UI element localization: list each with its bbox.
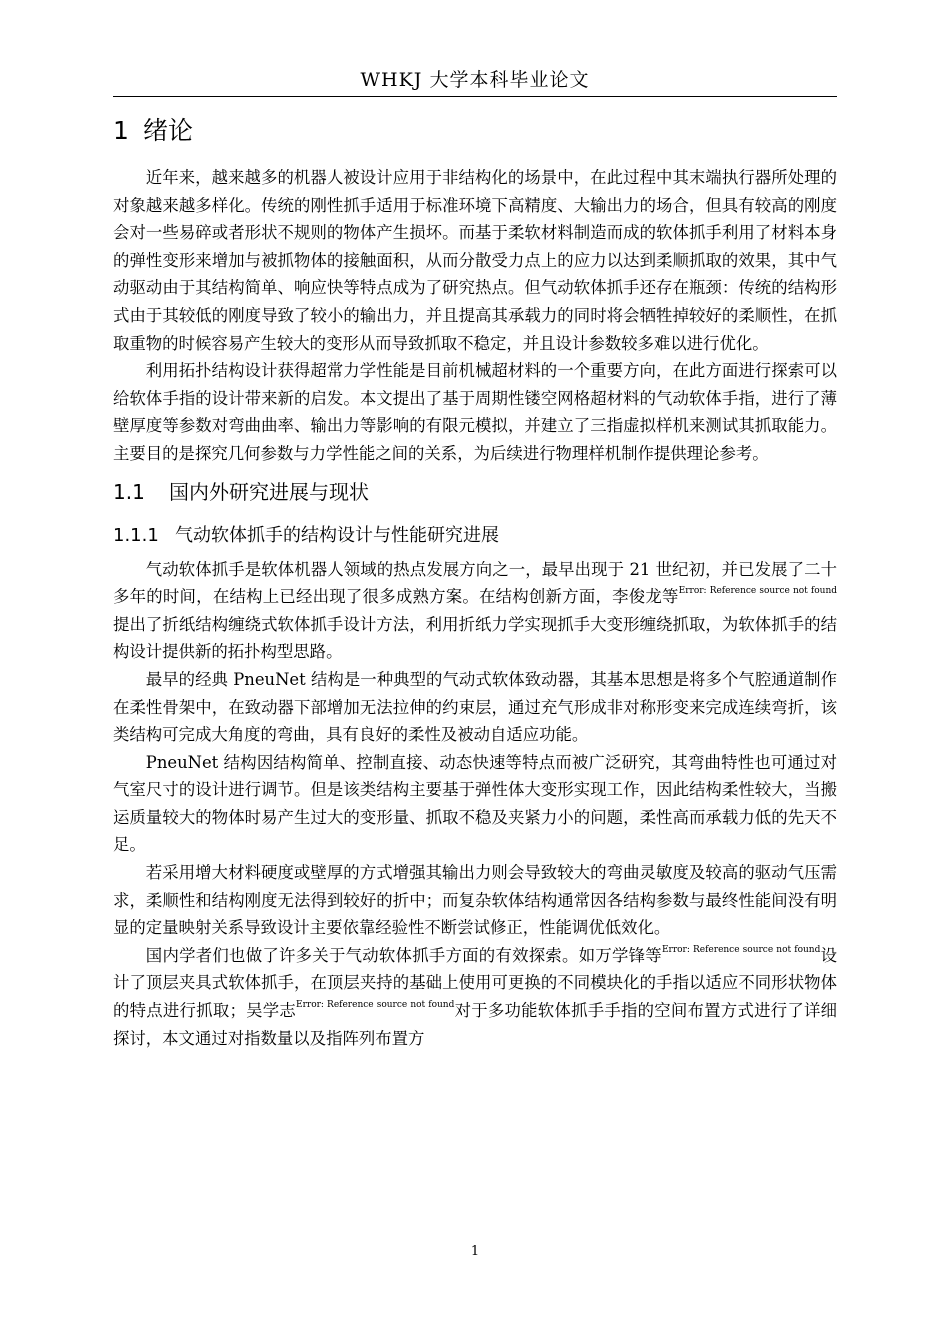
section-heading [113,468,837,516]
subsection-title: 气动软体抓手的结构设计与性能研究进展 [175,524,499,546]
reference-error: Error: Reference source not found [296,1000,455,1011]
paragraph-text: 设计了顶层夹具式软体抓手，在顶层夹持的基础上使用可更换的不同模块化的手指以适应不同形状物体的特点进行抓取；吴学志 [113,945,838,1021]
section-number: 1.1 [113,479,145,504]
body-paragraph-1 [113,556,837,666]
body-paragraph-2: 最早的经典 PneuNet 结构是一种典型的气动式软体致动器，其基本思想是将多个气腔通道制作在柔性骨架中，在致动器下部增加无法拉伸的约束层，通过充气形成非对称形变来完成连续弯折，该类结构可完成大角度的弯曲，具有良好的柔性及被动自适应功能。 [113,669,837,745]
paragraph-text: 对于多功能软体抓手手指的空间布置方式进行了详细探讨，本文通过对指数量以及指阵列布置方 [113,1001,838,1048]
chapter-title: 绪论 [143,116,194,145]
page-number: 1 [470,1244,480,1259]
reference-error: Error: Reference source not found [661,944,821,955]
paragraph-text: 国内学者们也做了许多关于气动软体抓手方面的有效探索。如万学锋等 [145,945,662,965]
body-paragraph-4: 若采用增大材料硬度或壁厚的方式增强其输出力则会导致较大的弯曲灵敏度及较高的驱动气压需求，柔顺性和结构刚度无法得到较好的折中；而复杂软体结构通常因各结构参数与最终性能间没有明显的定量映射关系导致设计主要依靠经验性不断尝试修正，性能调优低效化。 [113,863,837,938]
body-paragraph-3: PneuNet 结构因结构简单、控制直接、动态快速等特点而被广泛研究，其弯曲特性也可通过对气室尺寸的设计进行调节。但是该类结构主要基于弹性体大变形实现工作，因此结构柔性较大，当搬运质量较大的物体时易产生过大的变形量、抓取不稳及夹紧力小的问题，柔性高而承载力低的先天不足。 [113,752,837,855]
chapter-heading [113,108,837,164]
chapter-number: 1 [113,116,129,145]
subsection-heading [113,516,837,556]
section-title: 国内外研究进展与现状 [169,479,369,504]
header-rule [113,96,837,97]
paragraph-text: 气动软体抓手是软体机器人领域的热点发展方向之一，最早出现于 21 世纪初，并已发展了二十多年的时间，在结构上已经出现了很多成熟方案。在结构创新方面，李俊龙等 [113,559,837,607]
intro-paragraph-2: 利用拓扑结构设计获得超常力学性能是目前机械超材料的一个重要方向，在此方面进行探索可以给软体手指的设计带来新的启发。本文提出了基于周期性镂空网格超材料的气动软体手指，进行了薄壁厚度等参数对弯曲曲率、输出力等影响的有限元模拟，并建立了三指虚拟样机来测试其抓取能力。主要目的是探究几何参数与力学性能之间的关系，为后续进行物理样机制作提供理论参考。 [113,361,837,463]
intro-paragraph-1: 近年来，越来越多的机器人被设计应用于非结构化的场景中，在此过程中其末端执行器所处理的对象越来越多样化。传统的刚性抓手适用于标准环境下高精度、大输出力的场合，但具有较高的刚度会对一些易碎或者形状不规则的物体产生损坏。而基于柔软材料制造而成的软体抓手利用了材料本身的弹性变形来增加与被抓物体的接触面积，从而分散受力点上的应力以达到柔顺抓取的效果，其中气动驱动由于其结构简单、响应快等特点成为了研究热点。但气动软体抓手还存在瓶颈：传统的结构形式由于其较低的刚度导致了较小的输出力，并且提高其承载力的同时将会牺牲掉较好的柔顺性，在抓取重物的时候容易产生较大的变形从而导致抓取不稳定，并且设计参数较多难以进行优化。 [113,168,837,353]
body-paragraph-5 [113,942,837,1052]
page-content [113,108,837,1052]
subsection-number: 1.1.1 [113,524,159,546]
paragraph-text: 提出了折纸结构缠绕式软体抓手设计方法，利用折纸力学实现抓手大变形缠绕抓取，为软体抓手的结构设计提供新的拓扑构型思路。 [113,614,837,662]
page-header: WHKJ 大学本科毕业论文 [360,69,590,91]
reference-error: Error: Reference source not found [678,586,838,597]
